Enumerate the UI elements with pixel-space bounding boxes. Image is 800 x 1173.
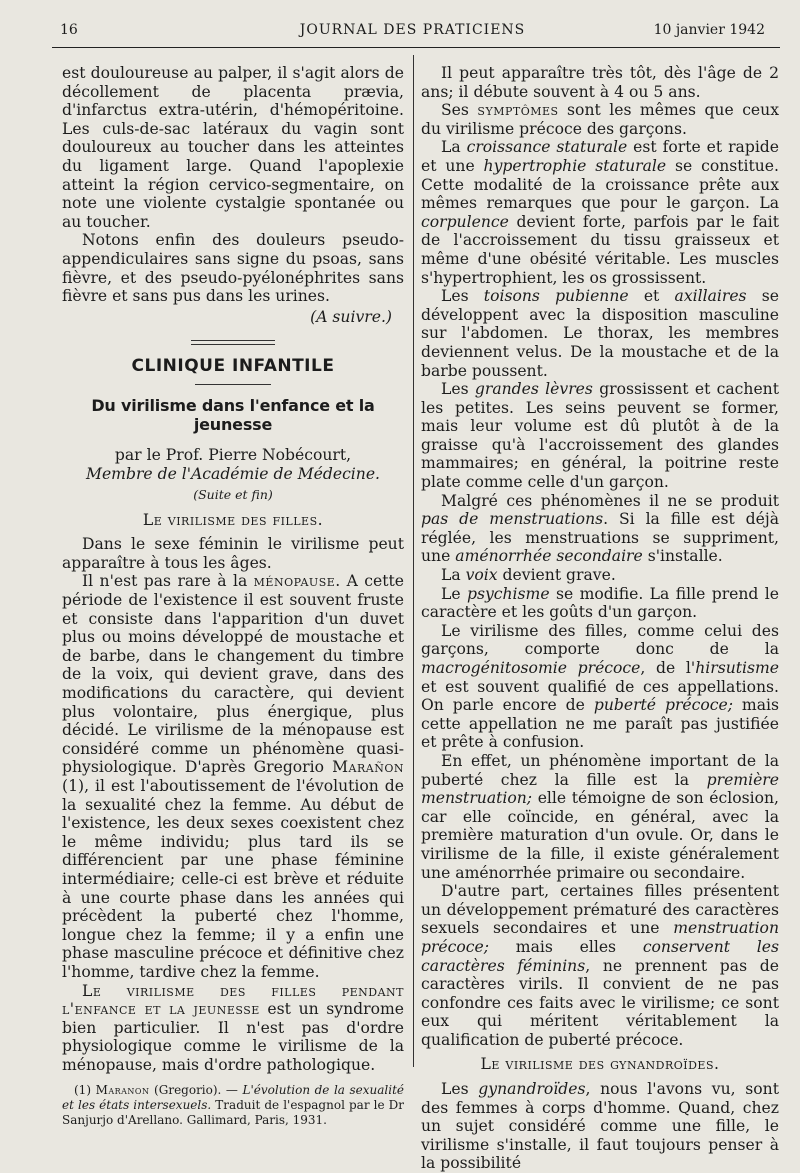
small-caps-term: symptômes xyxy=(477,101,559,120)
section-title: CLINIQUE INFANTILE xyxy=(131,356,335,377)
italic-term: aménorrhée secondaire xyxy=(455,547,643,566)
text: elle témoigne de son éclosion, car elle coïncide, en général, avec la première maturation d'un ovule. Or, dans le virilisme de la fille, il existe généralement une aménorrhée primaire ou secondaire. xyxy=(421,789,779,882)
paragraph: est douloureuse au palper, il s'agit alors de décollement de placenta prævia, d'infarctus extra-utérin, d'hémopéritoine. Les culs-de-sac latéraux du vagin sont douloureux au toucher dans les atteintes du ligament large. Quand l'apoplexie atteint la région cervico-segmentaire, on note une violente cystalgie spontanée ou au toucher. xyxy=(62,64,404,231)
italic-term: hypertrophie staturale xyxy=(483,156,667,175)
suite-note: (Suite et fin) xyxy=(193,487,273,503)
text: Il n'est pas rare à la xyxy=(82,572,254,591)
italic-term: croissance staturale xyxy=(466,138,628,157)
paragraph xyxy=(421,380,779,492)
text: . Si la fille est déjà réglée, les menstruations se suppriment, une xyxy=(421,510,780,566)
italic-term: axillaires xyxy=(674,287,747,306)
paragraph xyxy=(421,566,779,585)
text: mais elles xyxy=(489,937,643,956)
paragraph xyxy=(421,1080,779,1173)
footnote xyxy=(62,1083,404,1128)
text: mais cette appellation ne me paraît pas justifiée et prête à confusion. xyxy=(421,696,780,752)
text: (Gregorio). — xyxy=(149,1082,243,1097)
italic-term: voix xyxy=(465,566,498,585)
column-divider xyxy=(413,55,414,1067)
text: D'autre part, certaines filles présentent un développement prématuré des caractères sexuels secondaires et une xyxy=(421,882,779,938)
italic-term: pas de menstruations xyxy=(421,510,604,529)
text: , nous l'avons vu, sont des femmes à corps d'homme. Quand, chez un sujet considéré comme une fille, le virilisme s'installe, il faut toujours penser à la possibilité xyxy=(421,1080,779,1173)
text: est un syndrome bien particulier. Il n'est pas d'ordre physiologique comme le virilisme de la ménopause, mais d'ordre pathologique. xyxy=(62,1000,404,1074)
paragraph xyxy=(62,572,404,981)
section-rule xyxy=(191,340,275,345)
paragraph: Il peut apparaître très tôt, dès l'âge de 2 ans; il débute souvent à 4 ou 5 ans. xyxy=(421,64,779,101)
page-number: 16 xyxy=(60,22,78,38)
byline-author: par le Prof. Pierre Nobécourt, xyxy=(114,446,352,465)
italic-term: hirsutisme xyxy=(695,659,780,677)
footnote-author-name: Maranon xyxy=(95,1082,150,1097)
text: est forte et rapide et une xyxy=(421,138,780,175)
text: Malgré ces phénomènes il ne se produit xyxy=(441,491,779,510)
paragraph xyxy=(421,492,779,566)
text: . A cette période de l'existence il est souvent fruste et consiste dans l'apparition d'un duvet plus ou moins développé de moustache et de barbe, dans le changement du timbre de la voix, qui devient grave, dans des modifications du caractère, qui devient plus volontaire, plus énergique, plus décidé. Le virilisme de la ménopause est considéré comme un phénomène quasi-physiologique. D'après Gregorio xyxy=(62,572,404,777)
text: se développent avec la disposition masculine sur l'abdomen. Le thorax, les membres deviennent velus. De la moustache et de la barbe poussent. xyxy=(421,287,779,380)
article-title: Du virilisme dans l'enfance et la jeunesse xyxy=(91,395,375,434)
italic-term: puberté précoce; xyxy=(593,696,733,715)
footnote-title: L'évolution de la sexualité et les états intersexuels. xyxy=(62,1082,405,1112)
byline-institution: Membre de l'Académie de Médecine. xyxy=(85,465,381,484)
right-column xyxy=(421,64,779,1173)
text: Ses xyxy=(441,101,478,120)
text: La xyxy=(441,138,467,157)
text: s'installe. xyxy=(642,547,723,566)
italic-term: conservent les caractères féminins xyxy=(421,937,779,975)
paragraph: Dans le sexe féminin le virilisme peut apparaître à tous les âges. xyxy=(62,535,404,572)
italic-term: menstruation précoce; xyxy=(421,919,779,956)
issue-date: 10 janvier 1942 xyxy=(653,22,765,38)
text: Les xyxy=(441,287,484,306)
text: devient grave. xyxy=(497,566,616,585)
text: Les xyxy=(441,1080,479,1099)
journal-title: JOURNAL DES PRATICIENS xyxy=(299,22,526,38)
italic-term: grandes lèvres xyxy=(474,380,593,399)
footnote-ref: (1) xyxy=(74,1082,96,1097)
small-caps-term: ménopause xyxy=(253,572,336,591)
subheading: Le virilisme des gynandroïdes. xyxy=(480,1055,720,1074)
section-underline xyxy=(195,384,271,385)
a-suivre: (A suivre.) xyxy=(310,307,392,326)
text: Les xyxy=(441,380,475,399)
paragraph xyxy=(421,287,779,380)
text: Traduit de l'espagnol par le Dr Sanjurjo d'Arellano. Gallimard, Paris, 1931. xyxy=(62,1097,405,1127)
italic-term: macrogénitosomie précoce xyxy=(421,659,641,677)
author-name: Marañon xyxy=(332,758,404,777)
byline xyxy=(62,446,404,484)
text: se modifie. La fille prend le caractère et les goûts d'un garçon. xyxy=(421,584,779,622)
text: (1), il est l'aboutissement de l'évolution de la sexualité chez la femme. Au début de l'existence, les deux sexes coexistent chez le même individu; plus tard ils se différencient par une phase féminine intermédiaire; celle-ci est brève et réduite à une courte phase dans les années qui précèdent la puberté chez l'homme, longue chez la femme; il y a enfin une phase masculine précoce et définitive chez l'homme, tardive chez la femme. xyxy=(62,777,404,981)
text: En effet, un phénomène important de la puberté chez la fille est la xyxy=(421,751,779,789)
italic-term: psychisme xyxy=(466,584,550,603)
subheading: Le virilisme des filles. xyxy=(142,510,324,529)
paragraph xyxy=(62,982,404,1075)
text: , de l' xyxy=(640,659,696,677)
header-rule xyxy=(52,47,780,48)
text: se constitue. Cette modalité de la croissance prête aux mêmes remarques que pour le garçon. La xyxy=(421,156,779,213)
text: La xyxy=(441,566,466,585)
paragraph xyxy=(421,882,779,1049)
text: sont les mêmes que ceux du virilisme précoce des garçons. xyxy=(421,101,779,138)
italic-term: corpulence xyxy=(421,212,509,231)
text: Le virilisme des filles, comme celui des garçons, comporte donc de la xyxy=(421,621,779,659)
paragraph xyxy=(421,622,779,752)
italic-term: première menstruation; xyxy=(421,770,779,808)
left-column xyxy=(62,64,404,1128)
italic-term: toisons pubienne xyxy=(483,287,629,306)
text: et est souvent qualifié de ces appellations. On parle encore de xyxy=(421,677,779,715)
text: devient forte, parfois par le fait de l'accroissement du tissu graisseux et même d'une obésité véritable. Les muscles s'hypertrophient, les os grossissent. xyxy=(421,212,779,287)
paragraph xyxy=(421,101,779,138)
small-caps-term: Le virilisme des filles pendant l'enfance et la jeunesse xyxy=(62,981,404,1019)
paragraph: Notons enfin des douleurs pseudo-appendiculaires sans signe du psoas, sans fièvre, et des pseudo-pyélonéphrites sans fièvre et sans pus dans les urines. xyxy=(62,231,404,306)
paragraph xyxy=(421,752,779,882)
text: grossissent et cachent les petites. Les seins peuvent se former, mais leur volume est dû plutôt à de la graisse qu'à l'accroissement des glandes mammaires; en général, la poitrine reste plate comme celle d'un garçon. xyxy=(421,380,779,492)
text: et xyxy=(628,287,675,306)
text: Le xyxy=(441,584,467,603)
paragraph xyxy=(421,138,779,287)
running-header xyxy=(60,22,765,44)
italic-term: gynandroïdes xyxy=(478,1080,586,1099)
text: , ne prennent pas de caractères virils. Il convient de ne pas confondre ces faits avec le virilisme; ce sont eux qui méritent véritablement la qualification de puberté précoce. xyxy=(421,956,779,1049)
paragraph xyxy=(421,585,779,622)
